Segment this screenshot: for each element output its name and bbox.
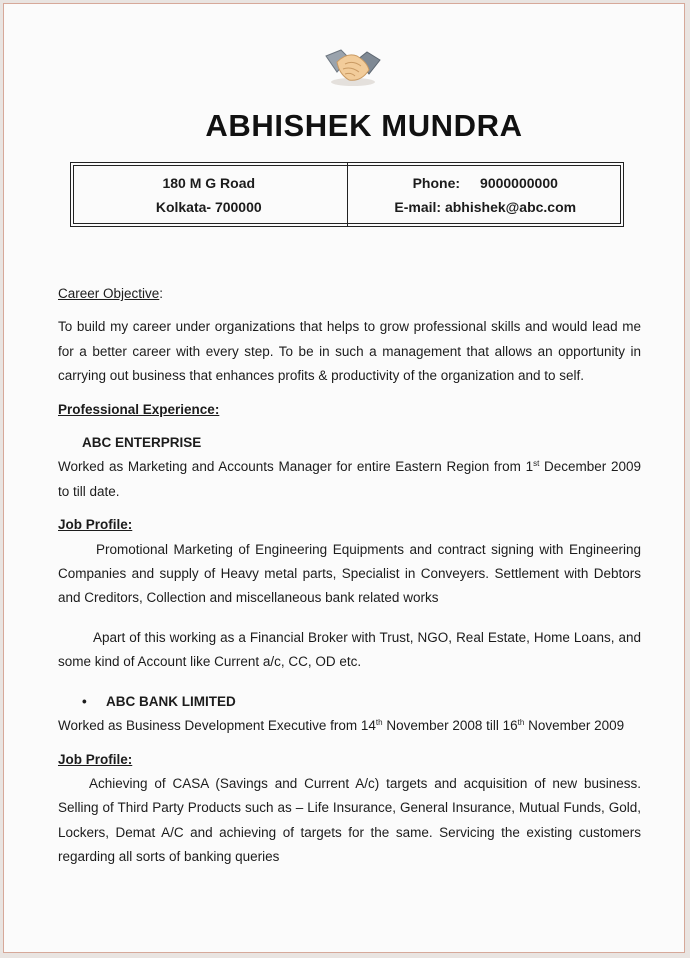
company-name-abc-bank: • ABC BANK LIMITED: [58, 690, 641, 714]
address-line-2: Kolkata- 700000: [155, 199, 262, 215]
phone-label: Phone:: [412, 175, 461, 191]
address-line-1: 180 M G Road: [162, 175, 256, 191]
resume-content: [58, 282, 641, 870]
professional-experience-heading: Professional Experience:: [58, 401, 220, 417]
resume-page: [3, 3, 685, 953]
contact-details: [348, 163, 624, 226]
phone-value: 9000000000: [480, 175, 558, 191]
job-description-abc-enterprise: Worked as Marketing and Accounts Manager for entire Eastern Region from 1st December 2009 to till date.: [58, 459, 641, 499]
candidate-name: ABHISHEK MUNDRA: [205, 108, 523, 143]
bullet-icon: •: [82, 693, 87, 709]
career-objective-heading: Career Objective:: [58, 286, 164, 301]
job-profile-text-1: Promotional Marketing of Engineering Equipments and contract signing with Engineering Companies and supply of Heavy metal parts, Specialist in Conveyers. Settlement with Debtors and Creditors, Collection and miscellaneous bank related works: [58, 541, 641, 606]
job-description-abc-bank: Worked as Business Development Executive from 14th November 2008 till 16th November 2009: [58, 718, 625, 734]
job-profile-heading-2: Job Profile:: [58, 751, 133, 767]
job-profile-text-3: Achieving of CASA (Savings and Current A/c) targets and acquisition of new business. Selling of Third Party Products such as – Life Insurance, General Insurance, Mutual Funds, Gold, Lockers, Demat A/C and achieving of targets for the same. Servicing the existing customers regarding all sorts of banking queries: [58, 775, 641, 865]
address-block: [71, 163, 348, 226]
career-objective-text: To build my career under organizations that helps to grow professional skills and would lead me for a better career with every step. To be in such a management that allows an opportunity in carrying out business that enhances profits & productivity of the organization and to self.: [58, 319, 641, 384]
job-profile-heading-1: Job Profile:: [58, 517, 133, 533]
handshake-icon: [323, 42, 383, 88]
phone-row: [348, 171, 624, 195]
job-profile-text-2: Apart of this working as a Financial Broker with Trust, NGO, Real Estate, Home Loans, and some kind of Account like Current a/c, CC, OD etc.: [58, 629, 641, 670]
company-name-abc-enterprise: ABC ENTERPRISE: [82, 435, 202, 451]
contact-box: [70, 162, 624, 227]
email-line: E-mail: abhishek@abc.com: [394, 199, 577, 215]
